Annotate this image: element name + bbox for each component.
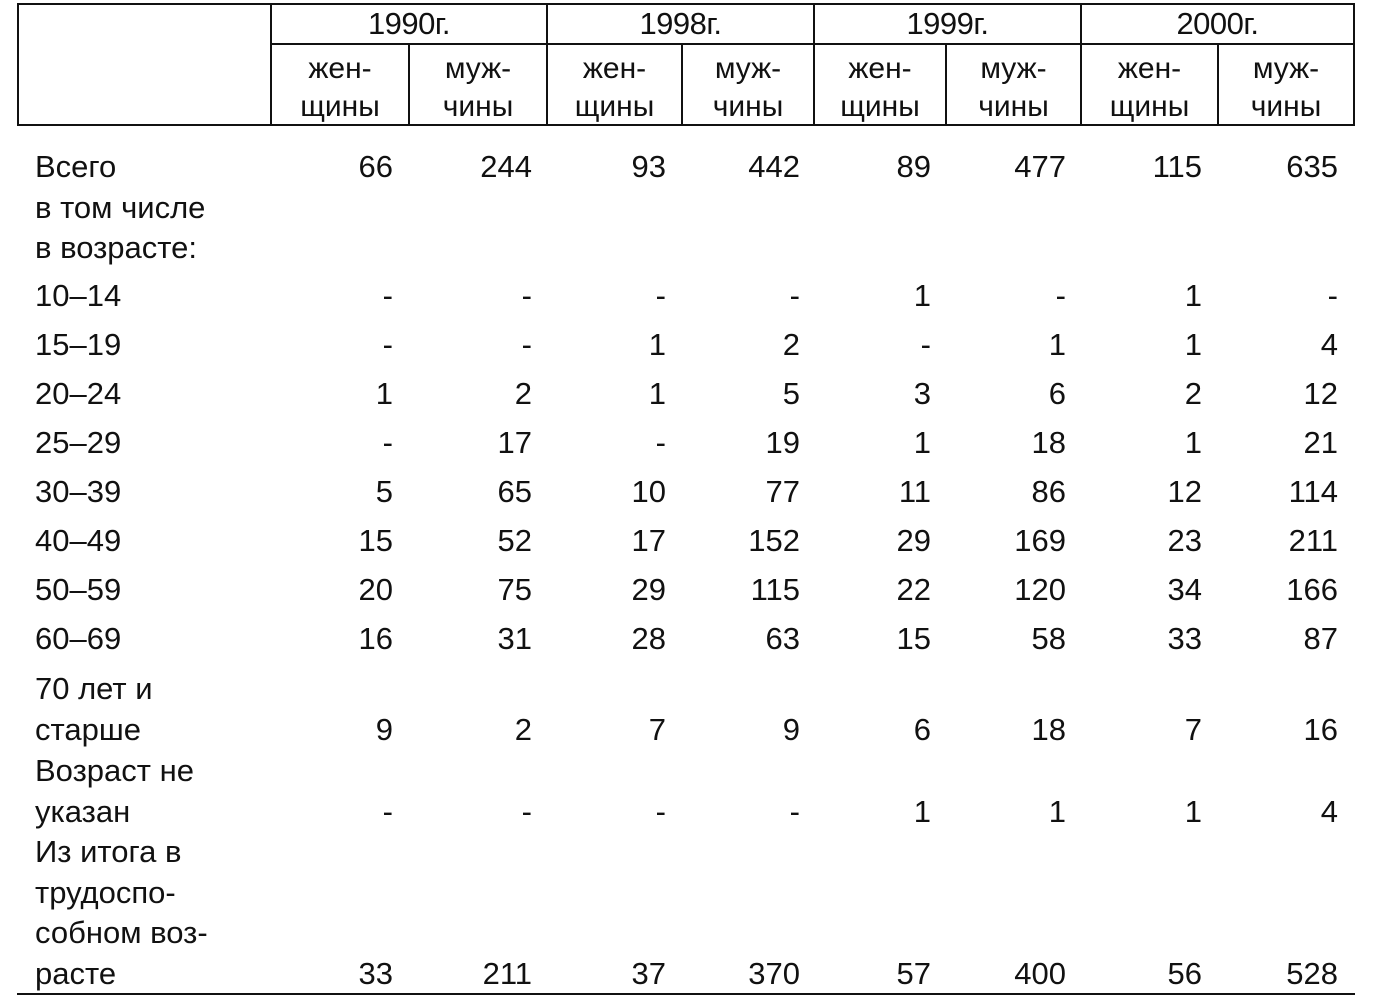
table-cell: 22 xyxy=(896,572,931,607)
table-cell: 29 xyxy=(631,572,666,607)
table-cell: 56 xyxy=(1167,955,1202,991)
row-label xyxy=(35,669,153,750)
subheader-line: чины xyxy=(1250,90,1322,123)
table-cell: - xyxy=(521,278,532,313)
table-cell: 28 xyxy=(631,621,666,656)
table-cell: 16 xyxy=(358,621,393,656)
table-cell: 244 xyxy=(480,149,532,184)
table-cell: 20 xyxy=(358,572,393,607)
row-label-line: собном воз- xyxy=(35,915,208,950)
table-cell: 87 xyxy=(1303,621,1338,656)
table-cell: - xyxy=(655,278,666,313)
table-cell: 93 xyxy=(631,149,666,184)
table-cell: 1 xyxy=(913,278,931,313)
subheader-line: жен- xyxy=(1117,52,1182,85)
row-label-line: 20–24 xyxy=(35,376,122,411)
table-cell: 15 xyxy=(896,621,931,656)
table-cell: 34 xyxy=(1167,572,1202,607)
table-cell: 120 xyxy=(1014,572,1066,607)
row-label-line: Всего xyxy=(35,149,117,184)
table-cell: 528 xyxy=(1286,955,1338,991)
subheader-men xyxy=(410,50,546,126)
table-cell: - xyxy=(382,327,393,362)
table-cell: 19 xyxy=(765,425,800,460)
table-cell: 58 xyxy=(1031,621,1066,656)
subheader-line: чины xyxy=(712,90,784,123)
table-cell: 17 xyxy=(631,523,666,558)
table-cell: 21 xyxy=(1303,425,1338,460)
table-cell: 75 xyxy=(497,572,532,607)
row-label-line: 40–49 xyxy=(35,523,122,558)
row-label-line: указан xyxy=(35,793,131,829)
subheader-men xyxy=(683,50,813,126)
table-cell: 4 xyxy=(1320,793,1338,829)
table-cell: 12 xyxy=(1303,376,1338,411)
table-cell: 33 xyxy=(358,955,393,991)
row-label xyxy=(35,374,121,415)
row-label xyxy=(35,751,194,832)
table-cell: 18 xyxy=(1031,425,1066,460)
table-cell: 1 xyxy=(913,793,931,829)
outer-right-rule xyxy=(1353,3,1355,126)
table-cell: 635 xyxy=(1286,149,1338,184)
row-label-line: 30–39 xyxy=(35,474,122,509)
table-cell: 442 xyxy=(748,149,800,184)
table-cell: 1 xyxy=(648,376,666,411)
subheader-line: муж- xyxy=(1252,52,1320,85)
subheader-line: чины xyxy=(442,90,514,123)
table-cell: 1 xyxy=(1184,793,1202,829)
table-cell: - xyxy=(655,425,666,460)
table-cell: 2 xyxy=(514,376,532,411)
table-cell: 5 xyxy=(782,376,800,411)
table-cell: 1 xyxy=(1184,278,1202,313)
row-label-line: 50–59 xyxy=(35,572,122,607)
row-label xyxy=(35,276,121,317)
row-label-line: 25–29 xyxy=(35,425,122,460)
table-cell: 17 xyxy=(497,425,532,460)
year-header-1990: 1990г. xyxy=(367,6,451,41)
table-cell: 2 xyxy=(514,711,532,747)
table-cell: 5 xyxy=(375,474,393,509)
table-cell: 16 xyxy=(1303,711,1338,747)
table-cell: 15 xyxy=(358,523,393,558)
year-header-1998: 1998г. xyxy=(639,6,722,41)
year-header-2000: 2000г. xyxy=(1176,6,1259,41)
table-cell: - xyxy=(789,278,800,313)
row-label xyxy=(35,472,121,513)
table-cell: 66 xyxy=(358,149,393,184)
row-label xyxy=(35,521,121,562)
table-cell: 115 xyxy=(1152,149,1202,184)
table-cell: 115 xyxy=(750,572,800,607)
table-cell: 89 xyxy=(896,149,931,184)
table-cell: 1 xyxy=(648,327,666,362)
table-cell: 1 xyxy=(375,376,393,411)
subheader-line: муж- xyxy=(444,52,512,85)
table-cell: - xyxy=(1327,278,1338,313)
table-cell: 6 xyxy=(1048,376,1066,411)
table-cell: 211 xyxy=(482,955,532,991)
table-cell: 9 xyxy=(782,711,800,747)
row-label-line: 15–19 xyxy=(35,327,122,362)
table-cell: 2 xyxy=(782,327,800,362)
table-cell: 18 xyxy=(1031,711,1066,747)
table-cell: 77 xyxy=(765,474,800,509)
table-cell: - xyxy=(655,793,666,829)
subheader-women xyxy=(815,50,945,126)
row-label-line: Из итога в xyxy=(35,834,182,869)
table-cell: 2 xyxy=(1184,376,1202,411)
table-cell: 7 xyxy=(1184,711,1202,747)
table-cell: - xyxy=(521,793,532,829)
table-cell: 52 xyxy=(497,523,532,558)
subheader-line: чины xyxy=(978,90,1049,123)
table-cell: 169 xyxy=(1014,523,1066,558)
row-label xyxy=(35,147,205,269)
table-cell: 211 xyxy=(1288,523,1338,558)
table-cell: - xyxy=(382,278,393,313)
table-cell: 86 xyxy=(1031,474,1066,509)
table-cell: - xyxy=(521,327,532,362)
subheader-line: щины xyxy=(574,90,655,123)
table-cell: 1 xyxy=(1184,425,1202,460)
table-cell: 9 xyxy=(375,711,393,747)
table-cell: 33 xyxy=(1167,621,1202,656)
row-label-line: в возрасте: xyxy=(35,230,197,265)
table-cell: 400 xyxy=(1014,955,1066,991)
table-cell: 3 xyxy=(913,376,931,411)
table-cell: 11 xyxy=(898,474,931,509)
subheader-men xyxy=(947,50,1080,126)
table-cell: 1 xyxy=(1184,327,1202,362)
row-label-line: 10–14 xyxy=(35,278,122,313)
row-label xyxy=(35,619,121,660)
subheader-women xyxy=(1082,50,1217,126)
table-cell: 166 xyxy=(1286,572,1338,607)
table-cell: 12 xyxy=(1167,474,1202,509)
outer-left-rule xyxy=(17,3,19,126)
table-cell: - xyxy=(789,793,800,829)
subheader-line: щины xyxy=(840,90,920,123)
subheader-men xyxy=(1219,50,1353,126)
table-cell: - xyxy=(920,327,931,362)
subheader-line: жен- xyxy=(582,52,647,85)
table-cell: 37 xyxy=(631,955,666,991)
table-cell: - xyxy=(1055,278,1066,313)
table-cell: 10 xyxy=(631,474,666,509)
table-cell: 63 xyxy=(765,621,800,656)
table-cell: 57 xyxy=(896,955,931,991)
table-cell: 6 xyxy=(913,711,931,747)
table-cell: 1 xyxy=(1048,793,1066,829)
table-cell: 114 xyxy=(1288,474,1338,509)
row-label-line: Возраст не xyxy=(35,753,194,788)
table-cell: 7 xyxy=(648,711,666,747)
table-cell: 31 xyxy=(497,621,532,656)
table-cell: 4 xyxy=(1320,327,1338,362)
subheader-line: жен- xyxy=(308,52,372,85)
row-label xyxy=(35,325,121,366)
row-label-line: 70 лет и xyxy=(35,671,153,706)
subheader-women xyxy=(272,50,408,126)
subheader-women xyxy=(548,50,681,126)
table-cell: 1 xyxy=(1048,327,1066,362)
table-cell: 477 xyxy=(1014,149,1066,184)
subheader-line: муж- xyxy=(714,52,782,85)
row-label-line: трудоспо- xyxy=(35,874,176,910)
subheader-line: щины xyxy=(300,90,380,123)
row-label-line: расте xyxy=(35,955,117,991)
row-label-line: в том числе xyxy=(35,189,206,225)
year-header-1999: 1999г. xyxy=(906,6,989,41)
table-cell: 1 xyxy=(913,425,931,460)
subheader-line: муж- xyxy=(980,52,1047,85)
row-label xyxy=(35,570,121,611)
subheader-line: жен- xyxy=(848,52,912,85)
table-cell: 23 xyxy=(1167,523,1202,558)
table-cell: - xyxy=(382,425,393,460)
table-cell: 65 xyxy=(497,474,532,509)
table-top-rule xyxy=(17,3,1355,5)
row-label-line: старше xyxy=(35,711,141,747)
table-cell: 370 xyxy=(748,955,800,991)
subheader-line: щины xyxy=(1109,90,1190,123)
row-label-line: 60–69 xyxy=(35,621,122,656)
row-label xyxy=(35,423,121,464)
table-cell: 29 xyxy=(896,523,931,558)
table-cell: 152 xyxy=(748,523,800,558)
row-label xyxy=(35,832,208,994)
table-cell: - xyxy=(382,793,393,829)
